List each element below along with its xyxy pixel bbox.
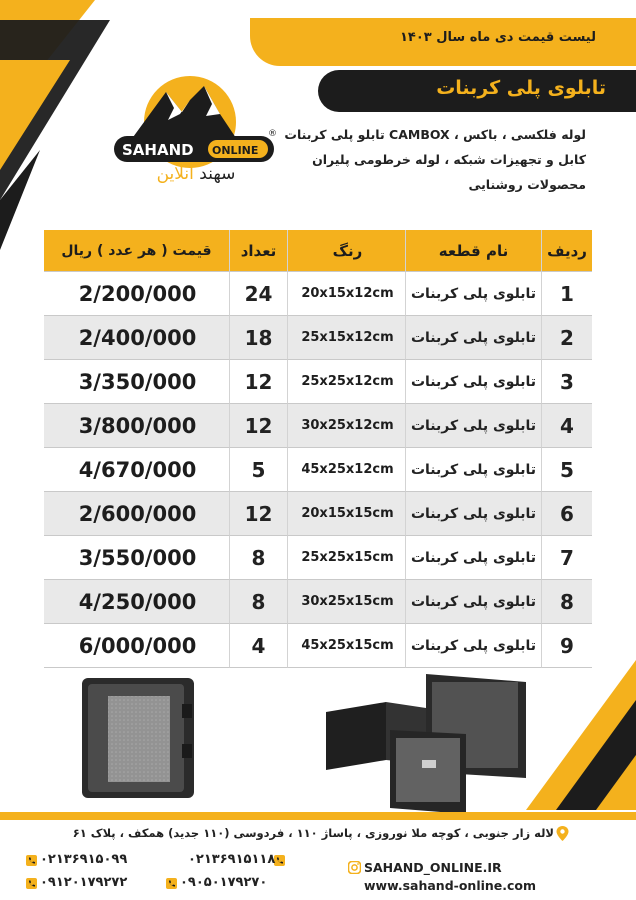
svg-text:SAHAND: SAHAND — [122, 141, 194, 159]
row-number: 3 — [542, 360, 592, 404]
logo-persian-part2: آنلاین — [156, 164, 194, 184]
page-title: تابلوی پلی کربنات — [436, 77, 606, 99]
header-row-number: ردیف — [542, 230, 592, 272]
part-quantity: 12 — [230, 404, 288, 448]
decorative-corner-left — [0, 0, 120, 260]
part-size: 20x15x15cm — [288, 492, 406, 536]
part-name: تابلوی پلی کربنات — [406, 272, 542, 316]
row-number: 6 — [542, 492, 592, 536]
part-price: 6/000/000 — [44, 624, 230, 668]
part-price: 2/400/000 — [44, 316, 230, 360]
table-row — [44, 580, 592, 624]
part-name: تابلوی پلی کربنات — [406, 448, 542, 492]
decorative-corner-bottom-right — [516, 660, 636, 820]
instagram-handle[interactable]: SAHAND_ONLINE.IR — [364, 860, 502, 875]
website-link[interactable]: www.sahand-online.com — [364, 878, 537, 893]
address-text: لاله زار جنوبی ، کوچه ملا نوروزی ، پاساژ ۱۱۰ ، فردوسی (۱۱۰ جدید) همکف ، پلاک ۶۱ — [72, 826, 554, 840]
instagram-icon — [348, 861, 361, 874]
part-name: تابلوی پلی کربنات — [406, 316, 542, 360]
product-image-single-box — [78, 674, 200, 802]
product-description — [256, 122, 586, 197]
row-number: 2 — [542, 316, 592, 360]
part-price: 4/670/000 — [44, 448, 230, 492]
phone-number-1[interactable]: ۰۲۱۳۶۹۱۵۱۱۸ — [188, 852, 276, 867]
part-quantity: 12 — [230, 492, 288, 536]
phone-icon — [26, 855, 37, 866]
part-quantity: 5 — [230, 448, 288, 492]
part-name: تابلوی پلی کربنات — [406, 404, 542, 448]
svg-text:ONLINE: ONLINE — [212, 144, 259, 157]
table-row — [44, 448, 592, 492]
header-part-name: نام قطعه — [406, 230, 542, 272]
part-price: 3/550/000 — [44, 536, 230, 580]
part-size: 45x25x15cm — [288, 624, 406, 668]
row-number: 7 — [542, 536, 592, 580]
description-line-1: لوله فلکسی ، باکس ، CAMBOX تابلو پلی کربنات — [284, 127, 586, 142]
part-size: 20x15x12cm — [288, 272, 406, 316]
description-line-3: محصولات روشنایی — [468, 177, 586, 192]
row-number: 5 — [542, 448, 592, 492]
part-size: 25x25x12cm — [288, 360, 406, 404]
table-row — [44, 624, 592, 668]
header-quantity: تعداد — [230, 230, 288, 272]
part-size: 25x15x12cm — [288, 316, 406, 360]
phone-icon — [166, 878, 177, 889]
part-size: 30x25x12cm — [288, 404, 406, 448]
table-row — [44, 272, 592, 316]
price-table — [44, 230, 592, 668]
price-list-date: لیست قیمت دی ماه سال ۱۴۰۳ — [400, 30, 596, 45]
phone-number-3[interactable]: ۰۹۰۵۰۱۷۹۲۷۰ — [180, 875, 268, 890]
table-row — [44, 492, 592, 536]
header-size: رنگ — [288, 230, 406, 272]
row-number: 4 — [542, 404, 592, 448]
part-quantity: 24 — [230, 272, 288, 316]
footer-accent-stripe — [0, 812, 636, 820]
phone-icon — [274, 855, 285, 866]
part-quantity: 4 — [230, 624, 288, 668]
table-row — [44, 360, 592, 404]
logo-persian-part1: سهند — [199, 164, 236, 184]
description-line-2: کابل و تجهیزات شبکه ، لوله خرطومی پلیران — [312, 152, 586, 167]
part-name: تابلوی پلی کربنات — [406, 536, 542, 580]
product-image-box-group — [326, 668, 532, 814]
part-price: 2/200/000 — [44, 272, 230, 316]
part-price: 3/800/000 — [44, 404, 230, 448]
header-price: قیمت ( هر عدد ) ریال — [44, 230, 230, 272]
phone-number-4[interactable]: ۰۹۱۲۰۱۷۹۲۷۲ — [40, 875, 128, 890]
part-quantity: 8 — [230, 580, 288, 624]
part-name: تابلوی پلی کربنات — [406, 624, 542, 668]
table-row — [44, 316, 592, 360]
table-row — [44, 536, 592, 580]
table-row — [44, 404, 592, 448]
part-name: تابلوی پلی کربنات — [406, 360, 542, 404]
part-price: 2/600/000 — [44, 492, 230, 536]
location-pin-icon — [556, 826, 569, 841]
part-price: 4/250/000 — [44, 580, 230, 624]
part-size: 45x25x12cm — [288, 448, 406, 492]
row-number: 8 — [542, 580, 592, 624]
part-quantity: 8 — [230, 536, 288, 580]
table-header-row — [44, 230, 592, 272]
phone-icon — [26, 878, 37, 889]
part-size: 30x25x15cm — [288, 580, 406, 624]
part-price: 3/350/000 — [44, 360, 230, 404]
svg-text:®: ® — [268, 129, 277, 139]
row-number: 9 — [542, 624, 592, 668]
part-quantity: 18 — [230, 316, 288, 360]
logo-persian-name — [126, 164, 266, 184]
row-number: 1 — [542, 272, 592, 316]
phone-number-2[interactable]: ۰۲۱۳۶۹۱۵۰۹۹ — [40, 852, 128, 867]
part-size: 25x25x15cm — [288, 536, 406, 580]
part-name: تابلوی پلی کربنات — [406, 580, 542, 624]
part-quantity: 12 — [230, 360, 288, 404]
part-name: تابلوی پلی کربنات — [406, 492, 542, 536]
